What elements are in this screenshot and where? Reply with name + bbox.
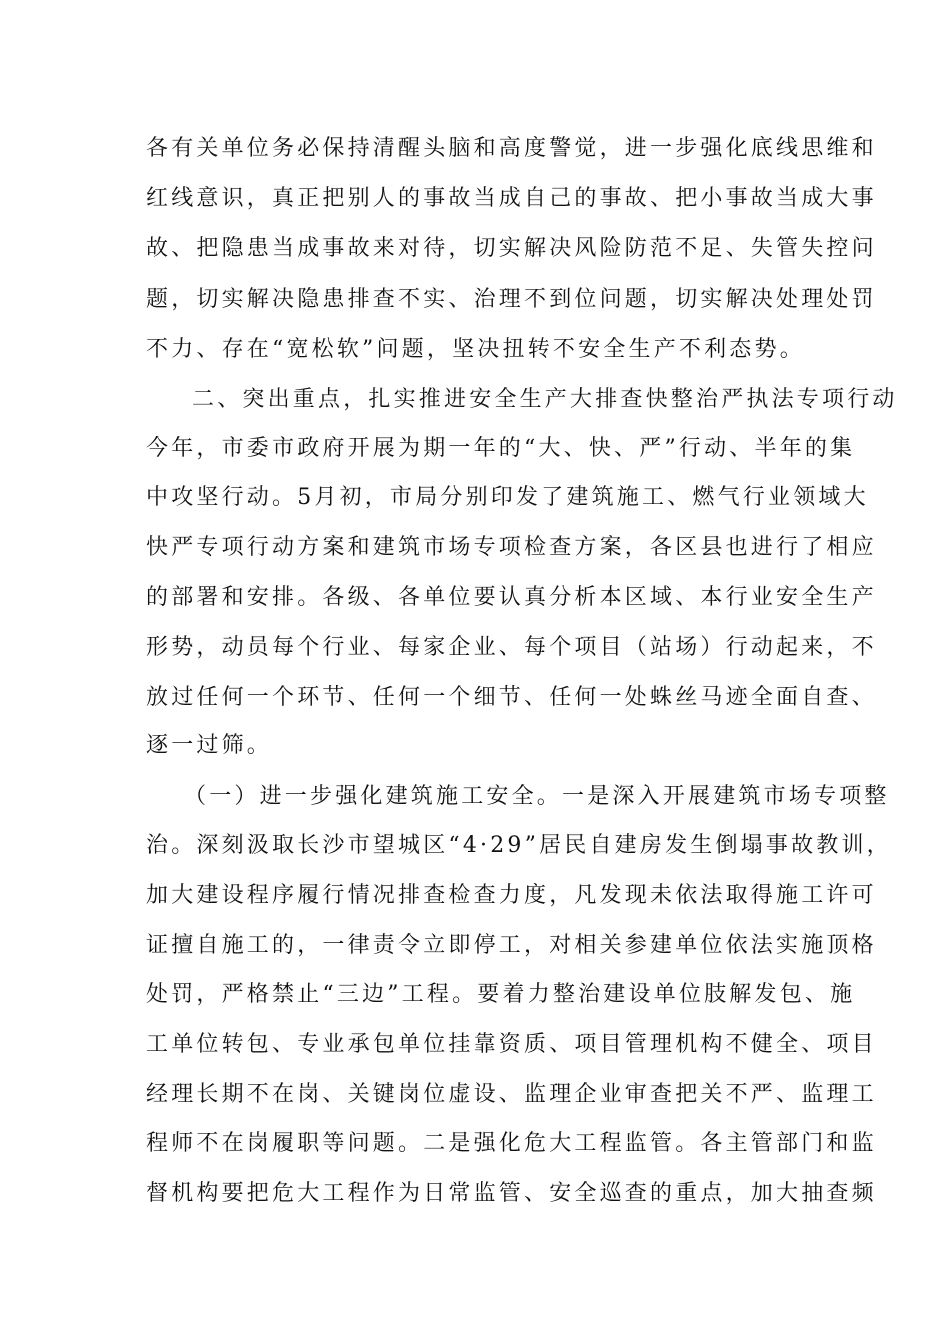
paragraph-3-line-3: 加大建设程序履行情况排查检查力度，凡发现未依法取得施工许可 [146,883,877,908]
paragraph-3-line-5: 处罚，严格禁止“三边”工程。要着力整治建设单位肢解发包、施 [146,982,856,1007]
paragraph-2-line-5: 的部署和安排。各级、各单位要认真分析本区域、本行业安全生产 [146,585,877,610]
paragraph-3-line-9: 督机构要把危大工程作为日常监管、安全巡查的重点，加大抽查频 [146,1181,877,1206]
paragraph-1-line-1: 各有关单位务必保持清醒头脑和高度警觉，进一步强化底线思维和 [146,136,877,161]
paragraph-2-line-3: 中攻坚行动。5月初，市局分别印发了建筑施工、燃气行业领域大 [146,485,869,510]
paragraph-2-line-2: 今年，市委市政府开展为期一年的“大、快、严”行动、半年的集 [146,436,856,461]
section-heading: 二、突出重点，扎实推进安全生产大排查快整治严执法专项行动 [192,387,898,412]
paragraph-3-line-8: 程师不在岗履职等问题。二是强化危大工程监管。各主管部门和监 [146,1131,877,1156]
paragraph-1-line-2: 红线意识，真正把别人的事故当成自己的事故、把小事故当成大事 [146,186,877,211]
paragraph-1-line-4: 题，切实解决隐患排查不实、治理不到位问题，切实解决处理处罚 [146,287,877,312]
paragraph-1-line-3: 故、把隐患当成事故来对待，切实解决风险防范不足、失管失控问 [146,236,877,261]
paragraph-3-line-6: 工单位转包、专业承包单位挂靠资质、项目管理机构不健全、项目 [146,1032,877,1057]
paragraph-1-line-5: 不力、存在“宽松软”问题，坚决扭转不安全生产不利态势。 [146,337,805,362]
paragraph-2-line-6: 形势，动员每个行业、每家企业、每个项目（站场）行动起来，不 [146,635,877,660]
paragraph-3-line-4: 证擅自施工的，一律责令立即停工，对相关参建单位依法实施顶格 [146,933,877,958]
paragraph-3-line-2: 治。深刻汲取长沙市望城区“4·29”居民自建房发生倒塌事故教训， [146,833,892,858]
paragraph-3-line-7: 经理长期不在岗、关键岗位虚设、监理企业审查把关不严、监理工 [146,1082,877,1107]
paragraph-2-line-4: 快严专项行动方案和建筑市场专项检查方案，各区县也进行了相应 [146,535,877,560]
paragraph-2-line-7: 放过任何一个环节、任何一个细节、任何一处蛛丝马迹全面自查、 [146,685,877,710]
paragraph-2-line-8: 逐一过筛。 [146,733,273,758]
paragraph-3-line-1: （一）进一步强化建筑施工安全。一是深入开展建筑市场专项整 [184,784,890,809]
